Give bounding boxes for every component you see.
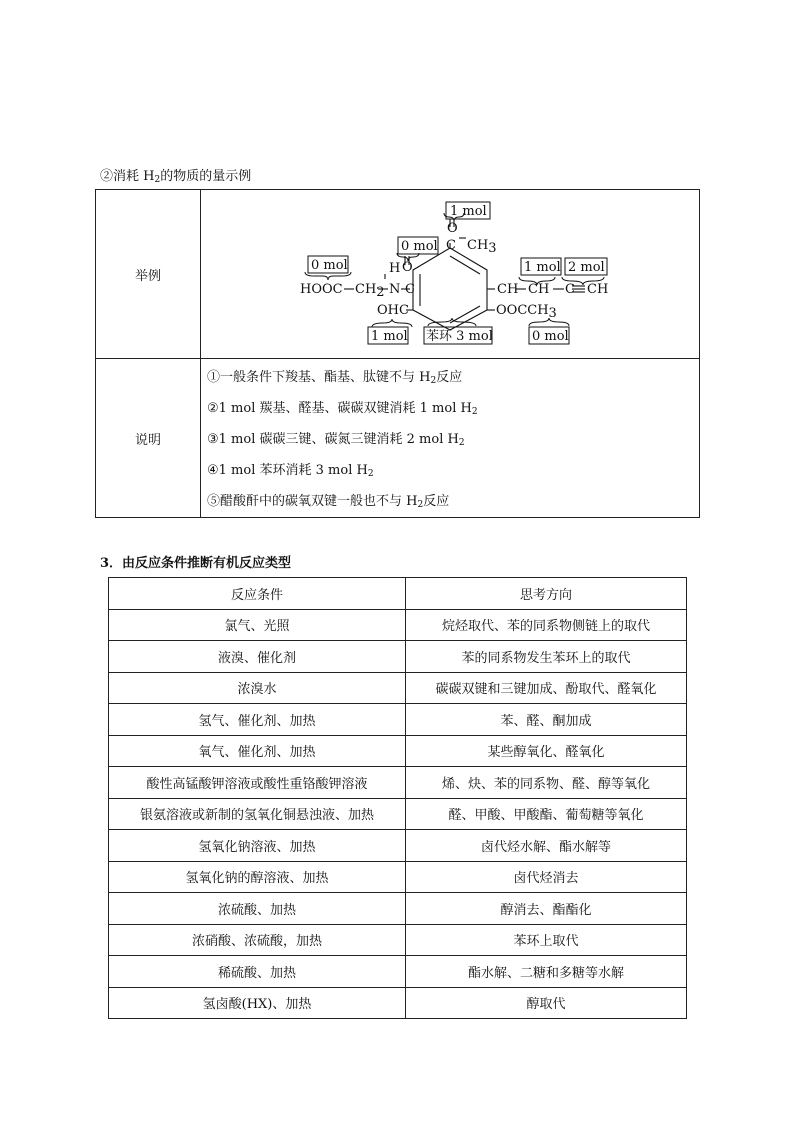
box-ketone-amount: 1 mol (450, 204, 487, 219)
molecule-cell (201, 190, 700, 359)
direction-cell: 卤代烃水解、酯水解等 (406, 830, 687, 862)
direction-cell: 苯的同系物发生苯环上的取代 (406, 641, 687, 673)
reaction-conditions-table (108, 577, 687, 1019)
direction-cell: 酯水解、二糖和多糖等水解 (406, 956, 687, 988)
table-row (109, 987, 687, 1019)
condition-cell: 稀硫酸、加热 (109, 956, 406, 988)
ketone-carbon: C (446, 238, 456, 253)
table-row (109, 893, 687, 925)
condition-cell: 银氨溶液或新制的氢氧化铜悬浊液、加热 (109, 798, 406, 830)
table-row (109, 956, 687, 988)
condition-cell: 液溴、催化剂 (109, 641, 406, 673)
box-amide-amount: 0 mol (401, 239, 438, 254)
ketone-methyl: CH3 (467, 238, 497, 256)
condition-cell: 浓硫酸、加热 (109, 893, 406, 925)
note-item: ②1 mol 羰基、醛基、碳碳双键消耗 1 mol $H_2$ (207, 400, 478, 417)
box-ring-amount: 苯环 3 mol (426, 329, 493, 344)
table-row (109, 609, 687, 641)
table-row (109, 924, 687, 956)
table-row (109, 861, 687, 893)
table-row (109, 641, 687, 673)
table-row (109, 767, 687, 799)
box-aldehyde-amount: 1 mol (371, 329, 408, 344)
condition-cell: 氢氧化钠溶液、加热 (109, 830, 406, 862)
direction-cell: 碳碳双键和三键加成、酚取代、醛氧化 (406, 672, 687, 704)
vinyl-ch: CH (497, 282, 519, 297)
section-heading-h2-consumption: ②消耗 $H_2$的物质的量示例 (100, 169, 252, 185)
table-row (109, 735, 687, 767)
condition-cell: 氢气、催化剂、加热 (109, 704, 406, 736)
alkene-ch: CH (528, 282, 550, 297)
example-label: 举例 (96, 190, 201, 359)
note-item: ③1 mol 碳碳三键、碳氮三键消耗 2 mol $H_2$ (207, 431, 465, 448)
amide-oxygen: O (402, 260, 413, 275)
direction-cell: 苯环上取代 (406, 924, 687, 956)
table-header-row (109, 578, 687, 610)
box-alkyne-amount: 2 mol (568, 260, 605, 275)
note-item: ①一般条件下羧基、酯基、肽键不与 $H_2$反应 (207, 369, 463, 386)
table-row (109, 704, 687, 736)
direction-cell: 醛、甲酸、甲酸酯、葡萄糖等氧化 (406, 798, 687, 830)
alkyne-carbon: C (565, 282, 575, 297)
aldehyde-group: OHC (377, 303, 409, 318)
condition-cell: 浓溴水 (109, 672, 406, 704)
condition-cell: 酸性高锰酸钾溶液或酸性重铬酸钾溶液 (109, 767, 406, 799)
amide-nitrogen: N (389, 282, 401, 297)
direction-cell: 烯、炔、苯的同系物、醛、醇等氧化 (406, 767, 687, 799)
direction-cell: 醇取代 (406, 987, 687, 1019)
molecule-structure-diagram (202, 192, 698, 356)
direction-cell: 卤代烃消去 (406, 861, 687, 893)
amide-hydrogen: H (389, 261, 401, 276)
description-row (96, 359, 700, 518)
hooc-group: HOOC (300, 282, 343, 297)
column-header-direction: 思考方向 (406, 578, 687, 610)
section-heading-reaction-conditions: 3．由反应条件推断有机反应类型 (100, 556, 292, 571)
description-notes (201, 359, 700, 518)
condition-cell: 氢卤酸(HX)、加热 (109, 987, 406, 1019)
condition-cell: 浓硝酸、浓硫酸，加热 (109, 924, 406, 956)
ketone-oxygen: O (447, 221, 458, 236)
ch2-group: CH2 (355, 282, 385, 300)
direction-cell: 某些醇氧化、醛氧化 (406, 735, 687, 767)
ester-group: OOCCH3 (496, 303, 557, 321)
column-header-condition: 反应条件 (109, 578, 406, 610)
table-row (109, 798, 687, 830)
direction-cell: 苯、醛、酮加成 (406, 704, 687, 736)
amide-carbon: C (405, 282, 415, 297)
condition-cell: 氧气、催化剂、加热 (109, 735, 406, 767)
box-alkene-amount: 1 mol (524, 260, 561, 275)
table-row (109, 830, 687, 862)
condition-cell: 氢氧化钠的醇溶液、加热 (109, 861, 406, 893)
direction-cell: 醇消去、酯酯化 (406, 893, 687, 925)
benzene-ring (413, 248, 487, 330)
box-carboxyl-amount: 0 mol (311, 258, 348, 273)
h2-consumption-table (95, 189, 700, 518)
description-label: 说明 (96, 359, 201, 518)
note-item: ④1 mol 苯环消耗 3 mol $H_2$ (207, 462, 374, 479)
example-row (96, 190, 700, 359)
terminal-ch: CH (587, 282, 609, 297)
direction-cell: 烷烃取代、苯的同系物侧链上的取代 (406, 609, 687, 641)
note-item: ⑤醋酸酐中的碳氧双键一般也不与 $H_2$反应 (207, 493, 450, 510)
condition-cell: 氯气、光照 (109, 609, 406, 641)
table-row (109, 672, 687, 704)
box-ester-amount: 0 mol (532, 329, 569, 344)
